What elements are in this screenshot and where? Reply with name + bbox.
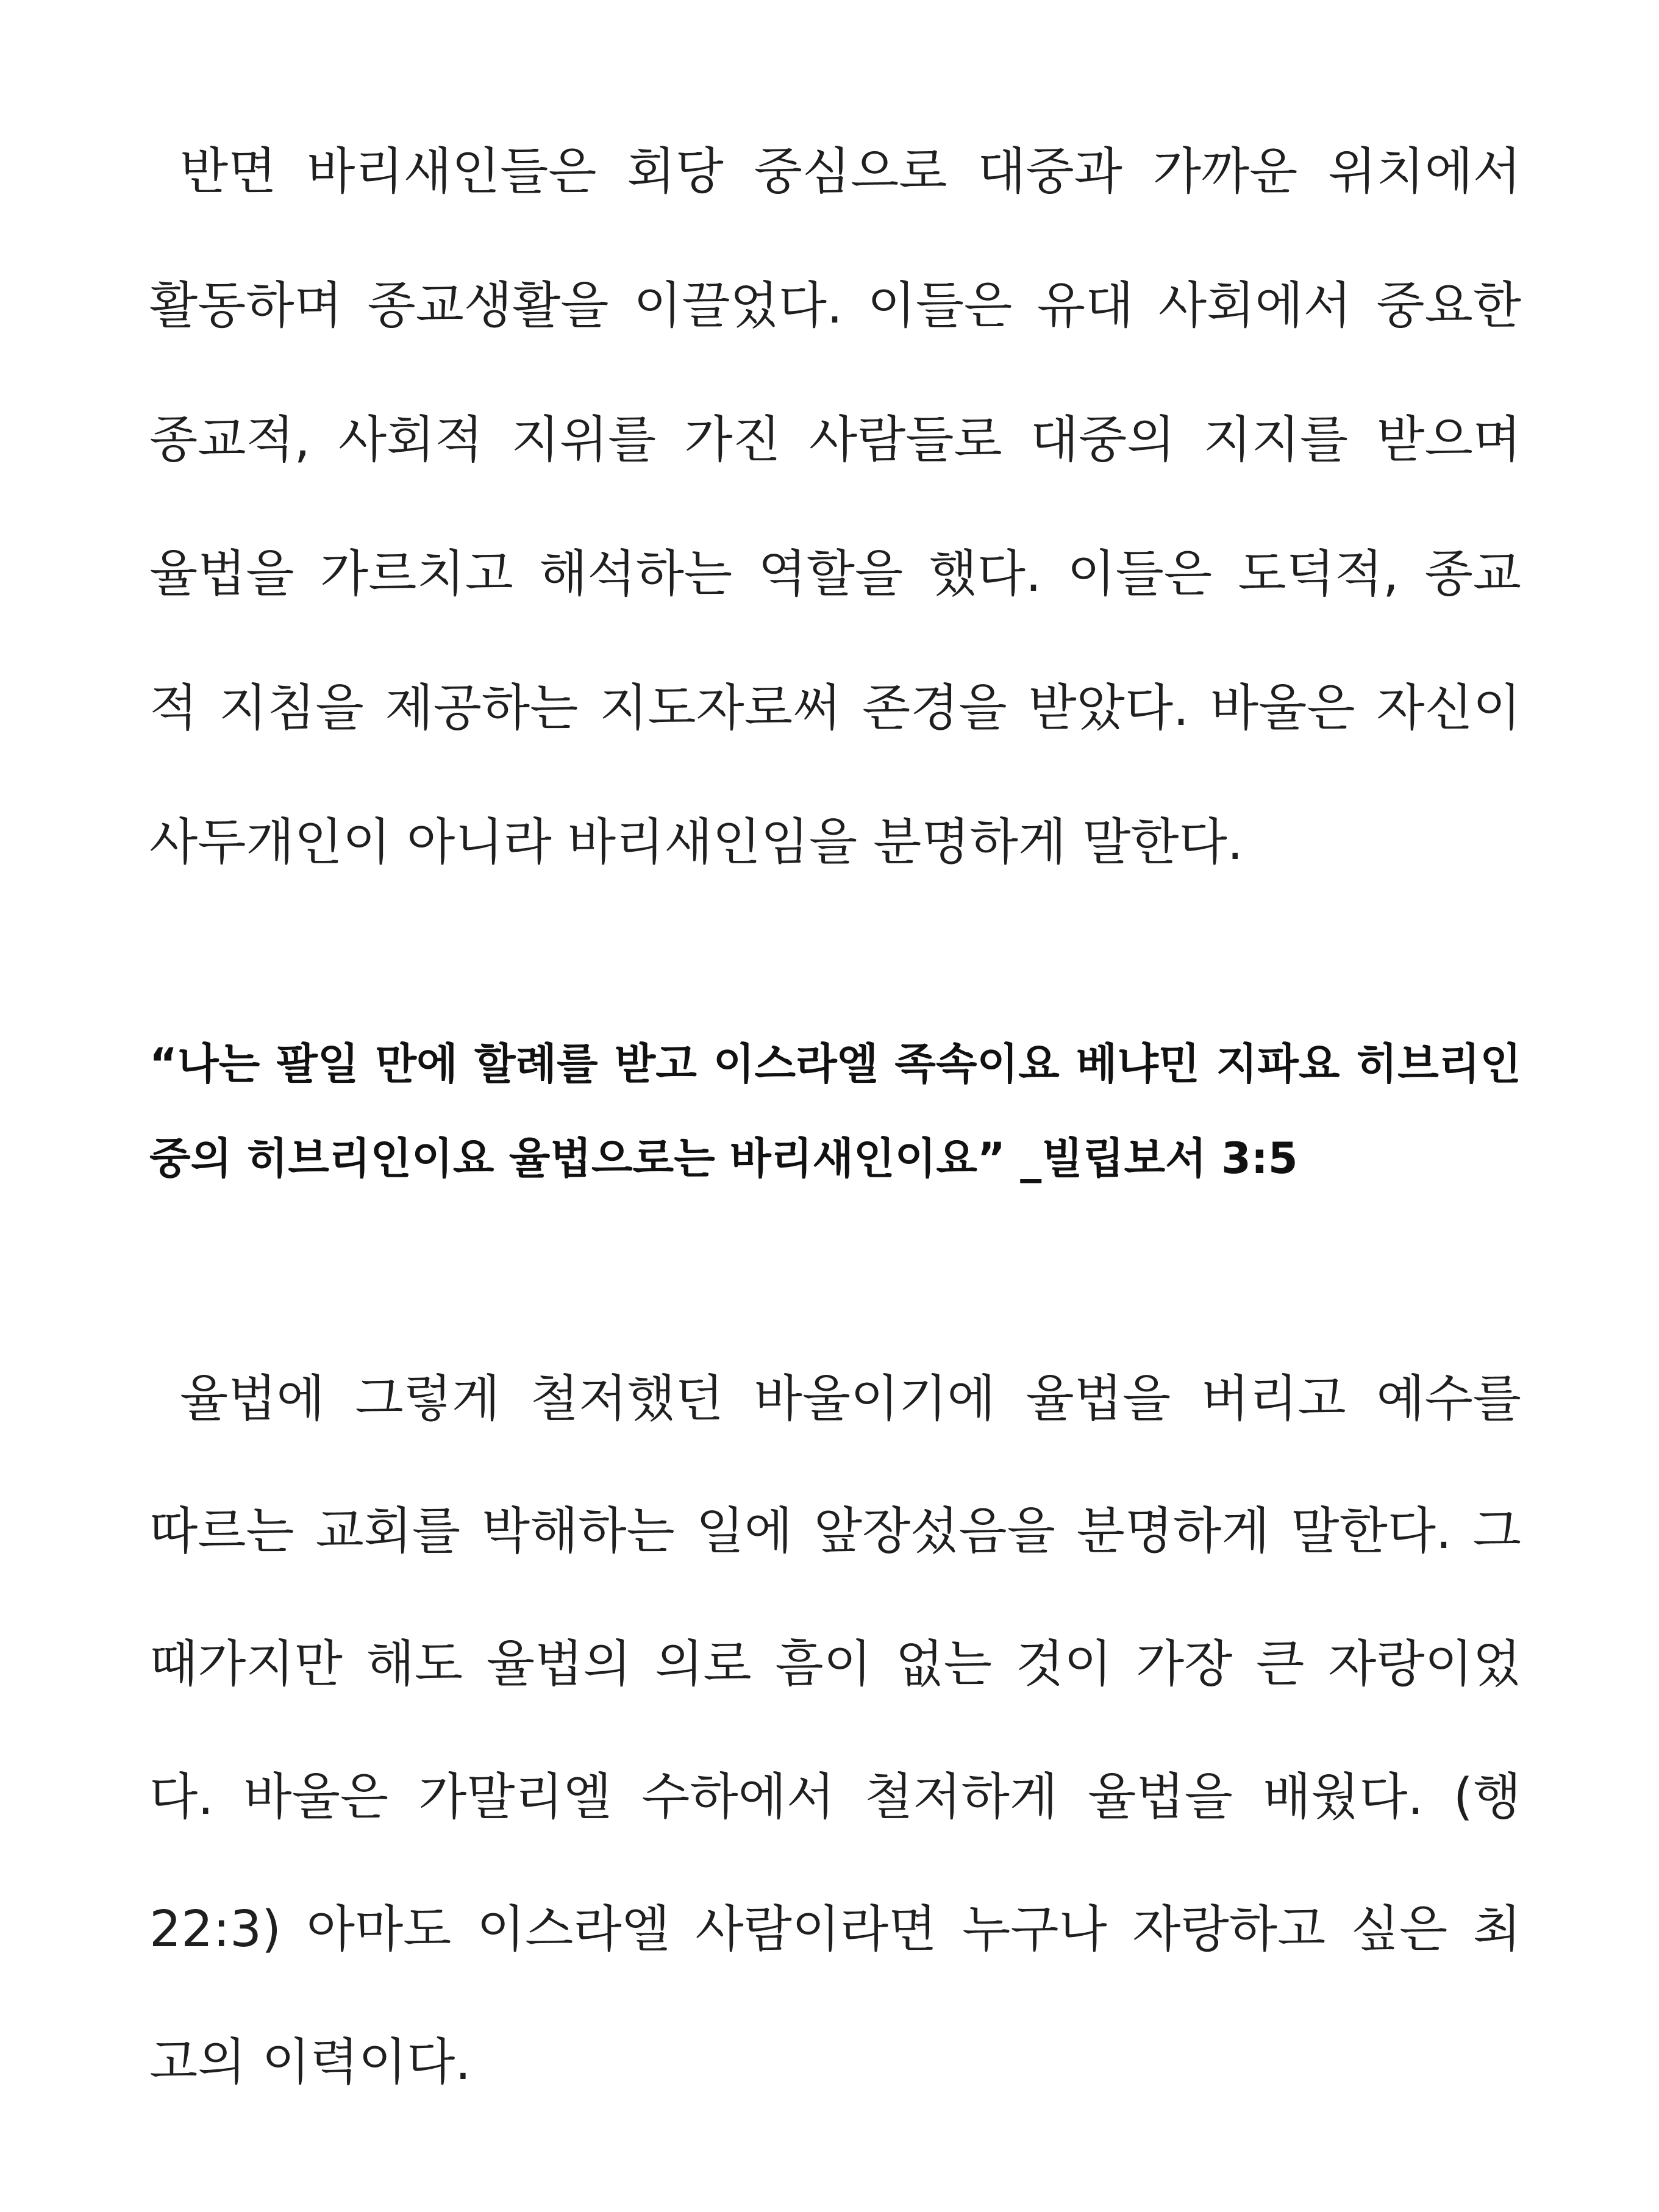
paragraph-2-line-3: 때가지만 해도 율법의 의로 흠이 없는 것이 가장 큰 자랑이었	[149, 1635, 1521, 1693]
quote-line-2: 중의 히브리인이요 율법으로는 바리새인이요” _빌립보서 3:5	[149, 1133, 1298, 1183]
quote-line-1: “나는 팔일 만에 할례를 받고 이스라엘 족속이요 베냐민 지파요 히브리인	[149, 1039, 1521, 1089]
paragraph-1-line-5: 적 지침을 제공하는 지도자로써 존경을 받았다. 바울은 자신이	[149, 679, 1521, 737]
paragraph-2-line-5: 22:3) 아마도 이스라엘 사람이라면 누구나 자랑하고 싶은 최	[149, 1900, 1521, 1958]
paragraph-2-line-2: 따르는 교회를 박해하는 일에 앞장섰음을 분명하게 말한다. 그	[149, 1502, 1521, 1560]
paragraph-2-line-6: 고의 이력이다.	[149, 2033, 471, 2091]
paragraph-1-line-2: 활동하며 종교생활을 이끌었다. 이들은 유대 사회에서 중요한	[149, 277, 1521, 335]
paragraph-2-line-1: 율법에 그렇게 철저했던 바울이기에 율법을 버리고 예수를	[180, 1370, 1521, 1428]
paragraph-1-line-3: 종교적, 사회적 지위를 가진 사람들로 대중의 지지를 받으며	[149, 411, 1521, 469]
paragraph-1-line-6: 사두개인이 아니라 바리새인임을 분명하게 말한다.	[149, 813, 1243, 871]
paragraph-1-line-1: 반면 바리새인들은 회당 중심으로 대중과 가까운 위치에서	[180, 143, 1521, 201]
paragraph-2-line-4: 다. 바울은 가말리엘 수하에서 철저하게 율법을 배웠다. (행	[149, 1768, 1521, 1826]
paragraph-1-line-4: 율법을 가르치고 해석하는 역할을 했다. 이들은 도덕적, 종교	[149, 545, 1521, 603]
